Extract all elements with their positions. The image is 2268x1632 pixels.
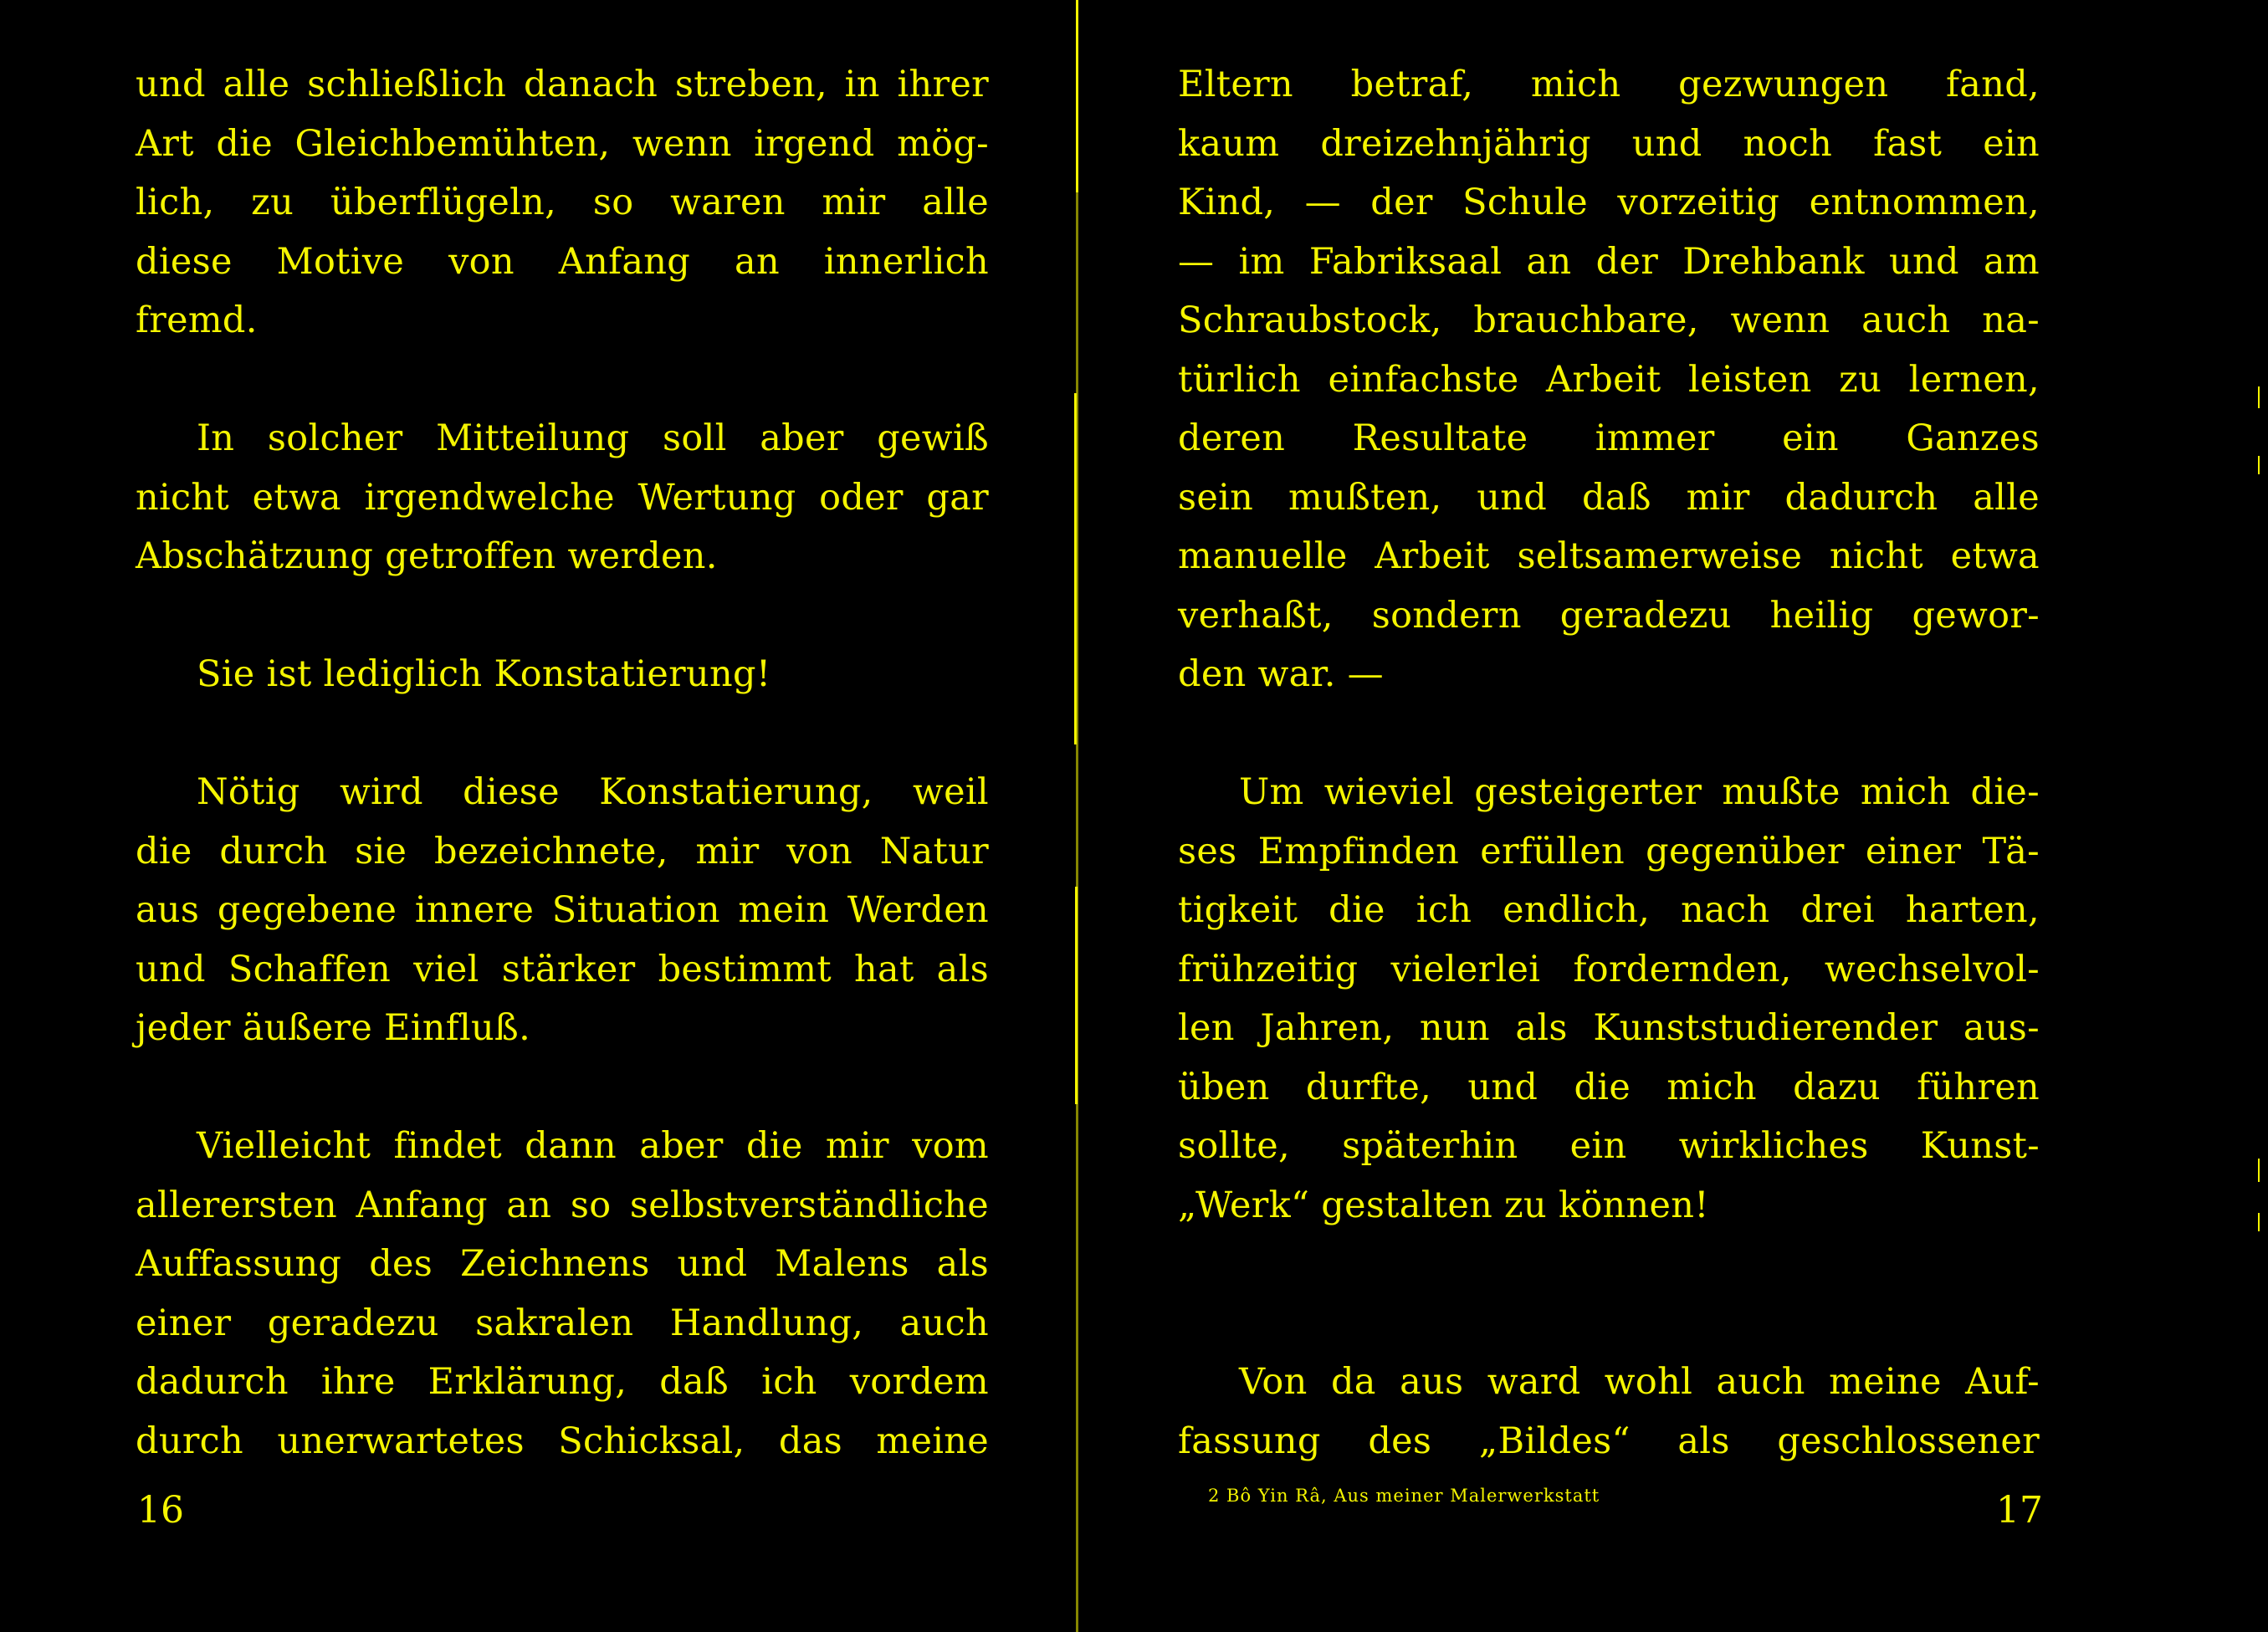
text-line: verhaßt, sondern geradezu heilig gewor- [1178,594,2040,637]
text-line: In solcher Mitteilung soll aber gewiß [197,417,989,459]
text-line: Um wieviel gesteigerter mußte mich die- [1239,771,2040,813]
text-line: Abschätzung getroffen werden. [136,535,718,577]
edge-mark [2258,1159,2260,1182]
text-line: lich, zu überflügeln, so waren mir alle [136,182,989,223]
text-line: den war. — [1178,653,1384,695]
text-line: fremd. [136,299,258,341]
text-line: diese Motive von Anfang an innerlich [136,240,989,283]
edge-mark [2258,456,2260,474]
text-line: üben durfte, und die mich dazu führen [1178,1066,2040,1108]
left-page [0,0,1079,1632]
text-line: durch unerwartetes Schicksal, das meine [136,1420,989,1462]
text-line: tigkeit die ich endlich, nach drei harten, [1178,889,2040,931]
text-line: manuelle Arbeit seltsamerweise nicht etwa [1178,535,2040,577]
text-line: aus gegebene innere Situation mein Werden [136,889,989,931]
text-line: Sie ist lediglich Konstatierung! [197,653,771,695]
text-line: sein mußten, und daß mir dadurch alle [1178,476,2040,519]
text-line: „Werk“ gestalten zu können! [1178,1184,1709,1226]
text-line: Art die Gleichbemühten, wenn irgend mög- [136,122,989,165]
edge-mark [2258,386,2260,408]
text-line: Nötig wird diese Konstatierung, weil [197,771,989,813]
text-line: Schraubstock, brauchbare, wenn auch na- [1178,299,2040,341]
text-line: jeder äußere Einfluß. [136,1007,531,1049]
right-page [1086,0,2268,1632]
text-line: Kind, — der Schule vorzeitig entnommen, [1178,182,2040,223]
signature-footnote: 2 Bô Yin Râ, Aus meiner Malerwerkstatt [1208,1486,1600,1506]
text-line: — im Fabriksaal an der Drehbank und am [1178,240,2040,283]
left-page-text [136,55,989,1471]
text-line: Eltern betraf, mich gezwungen fand, [1178,64,2040,105]
page-number-right: 17 [1996,1489,2043,1532]
text-line: kaum dreizehnjährig und noch fast ein [1178,122,2040,165]
text-line: türlich einfachste Arbeit leisten zu lernen, [1178,358,2040,401]
page-number-left: 16 [137,1489,184,1532]
right-page-text [1178,55,2040,1471]
book-gutter [1072,0,1083,1632]
text-line: sollte, späterhin ein wirkliches Kunst- [1178,1125,2040,1167]
edge-mark [2258,1213,2260,1231]
text-line: und alle schließlich danach streben, in ihrer [136,64,989,105]
text-line: einer geradezu sakralen Handlung, auch [136,1302,989,1344]
text-line: ses Empfinden erfüllen gegenüber einer Tä- [1178,830,2040,872]
text-line: die durch sie bezeichnete, mir von Natur [136,830,989,872]
text-line: len Jahren, nun als Kunststudierender aus- [1178,1007,2040,1049]
text-line: Von da aus ward wohl auch meine Auf- [1239,1361,2040,1403]
text-line: dadurch ihre Erklärung, daß ich vordem [136,1361,989,1403]
text-line: nicht etwa irgendwelche Wertung oder gar [136,476,989,519]
text-line: Auffassung des Zeichnens und Malens als [136,1243,989,1285]
text-line: frühzeitig vielerlei fordernden, wechselvol- [1178,948,2040,990]
text-line: und Schaffen viel stärker bestimmt hat als [136,948,989,990]
text-line: deren Resultate immer ein Ganzes [1178,417,2040,459]
text-line: allerersten Anfang an so selbstverständliche [136,1184,989,1226]
text-line: Vielleicht findet dann aber die mir vom [197,1125,989,1167]
text-line: fassung des „Bildes“ als geschlossener [1178,1420,2040,1462]
